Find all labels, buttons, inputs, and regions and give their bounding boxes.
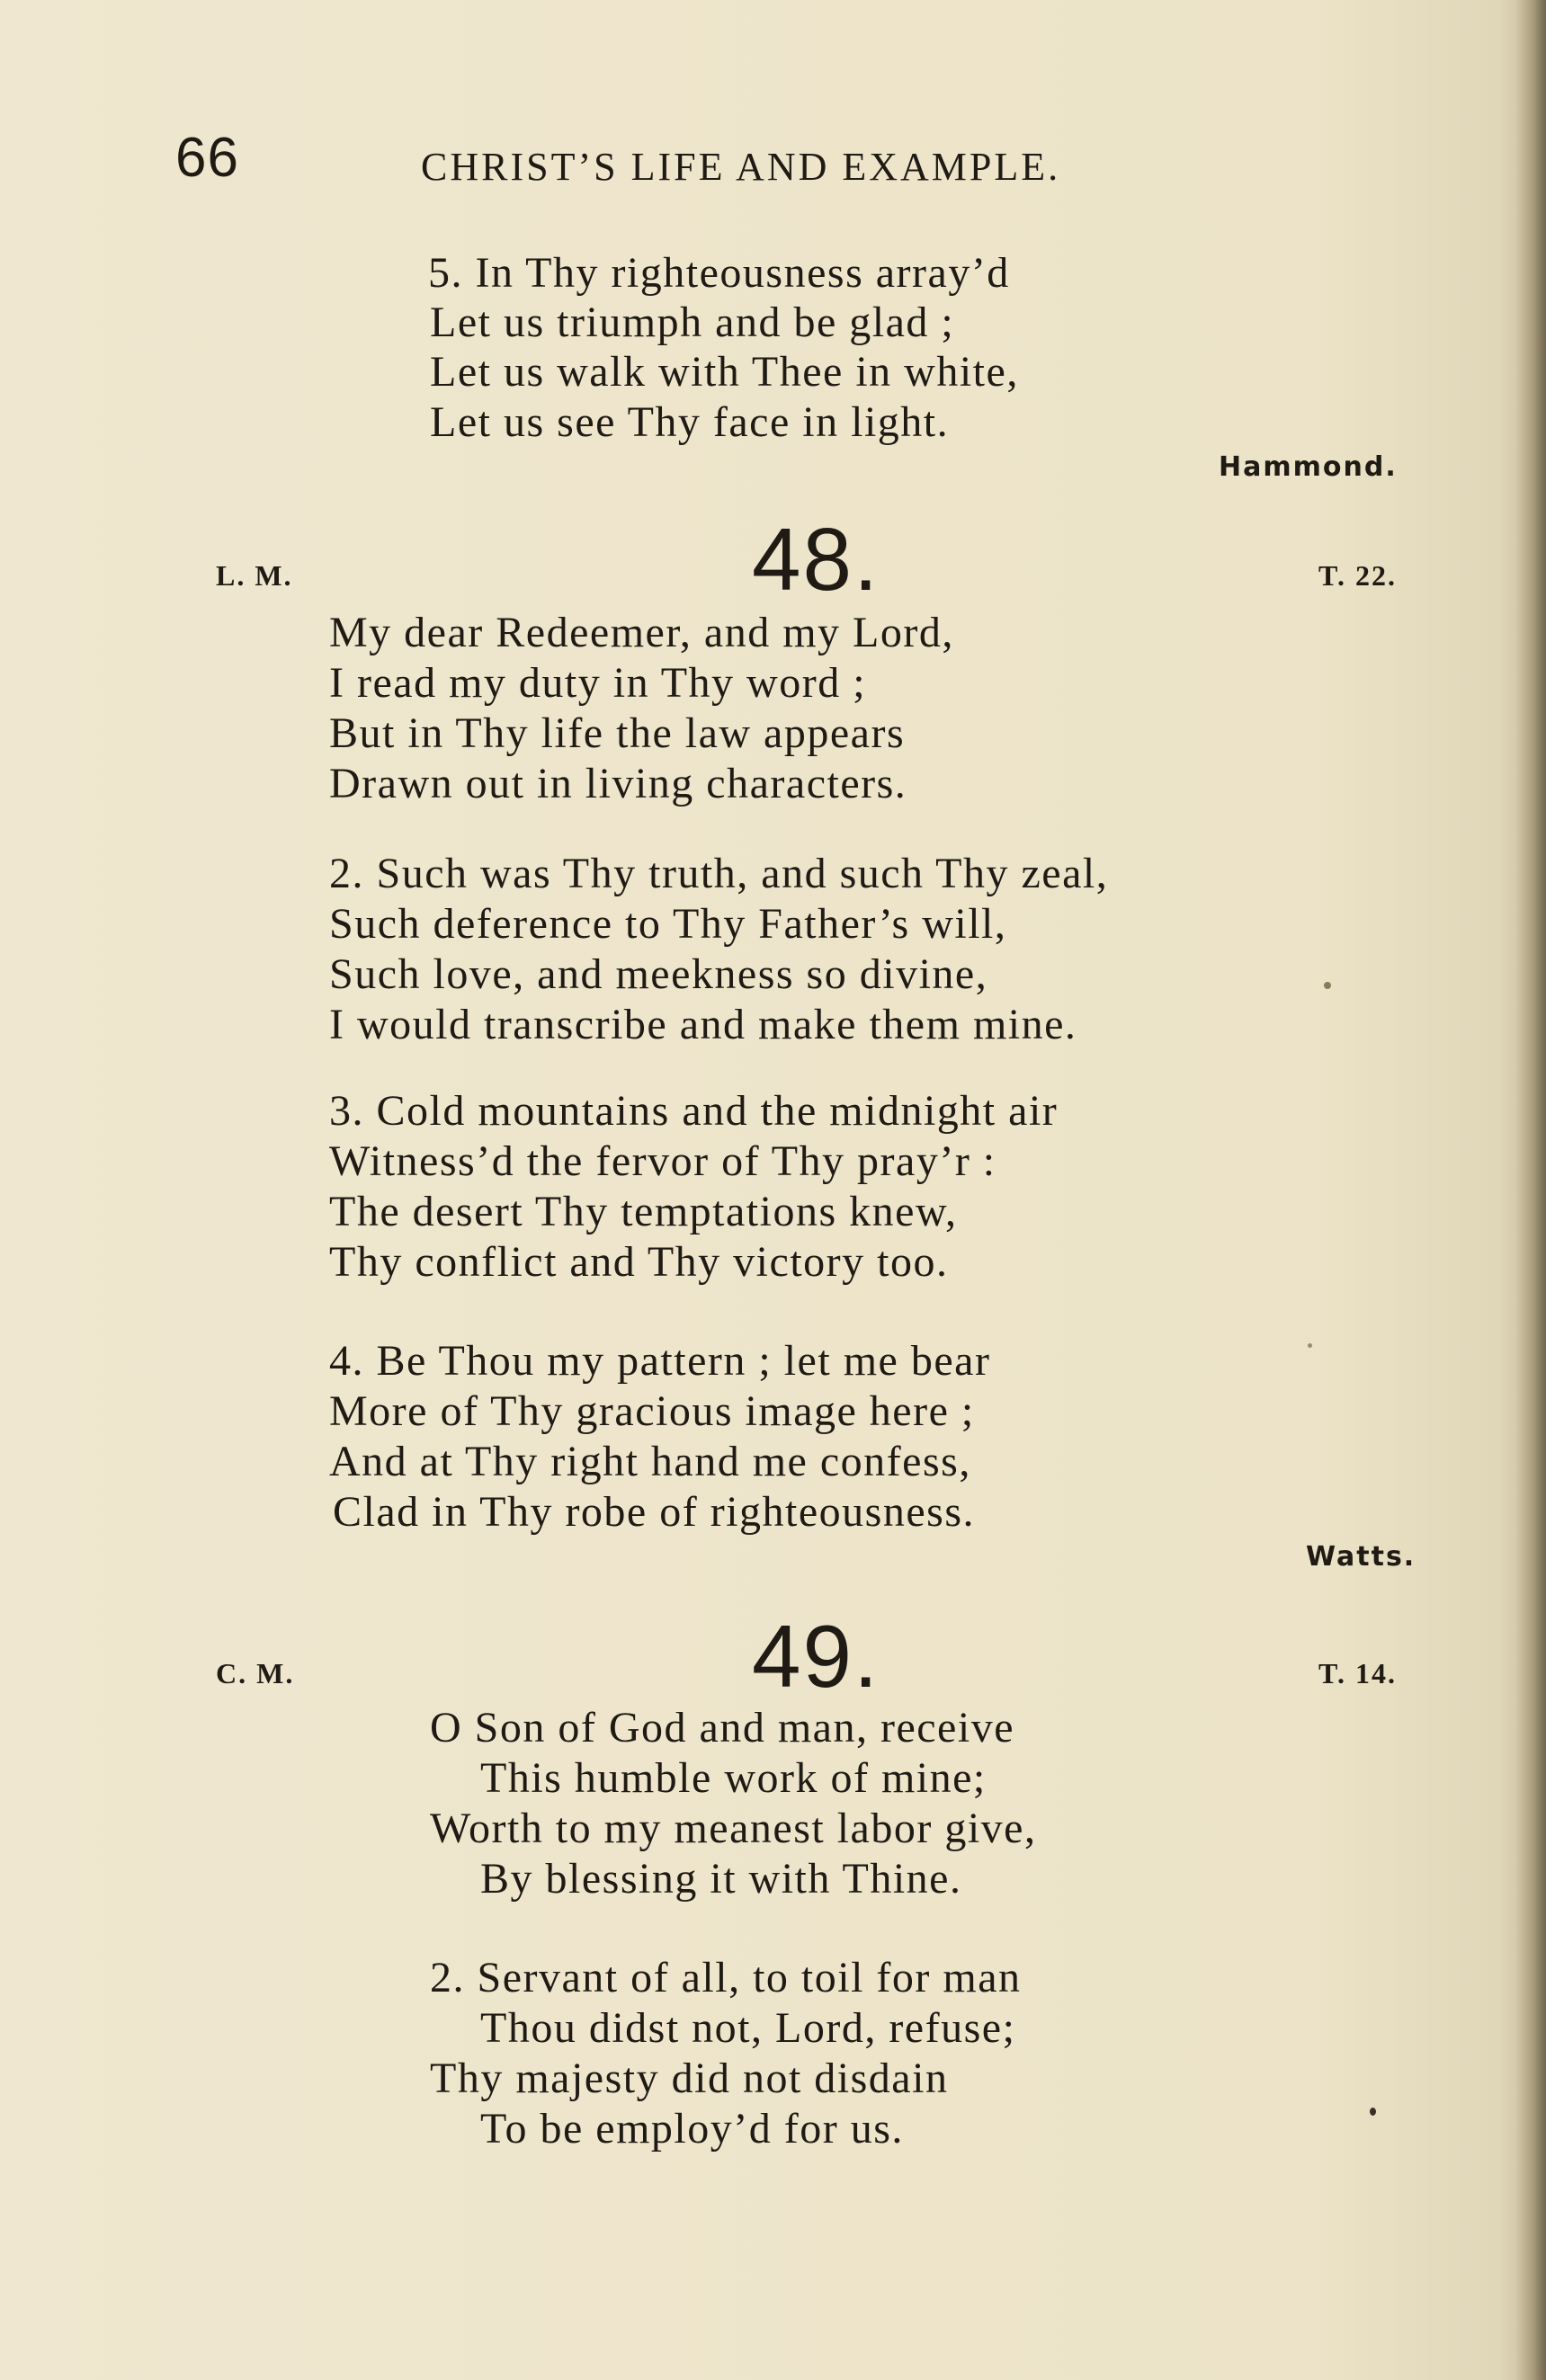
verse-line: Worth to my meanest labor give,	[430, 1805, 1037, 1852]
tune-label: T. 14.	[1318, 1657, 1397, 1689]
running-head: CHRIST’S LIFE AND EXAMPLE.	[421, 145, 1061, 189]
ink-speck	[1324, 982, 1331, 989]
verse-line: By blessing it with Thine.	[480, 1855, 962, 1903]
verse-line: 4. Be Thou my pattern ; let me bear	[329, 1337, 991, 1385]
verse-line: 2. Servant of all, to toil for man	[430, 1954, 1022, 2001]
verse-line: And at Thy right hand me confess,	[329, 1438, 971, 1485]
verse-line: Thy conflict and Thy victory too.	[329, 1238, 949, 1286]
meter-label: C. M.	[216, 1657, 295, 1689]
verse-line: This humble work of mine;	[480, 1754, 987, 1802]
verse-line: 2. Such was Thy truth, and such Thy zeal,	[329, 850, 1109, 897]
verse-line: Thy majesty did not disdain	[430, 2055, 949, 2102]
page-gutter-edge	[1514, 0, 1546, 2380]
tune-label: T. 22.	[1318, 559, 1397, 592]
meter-label: L. M.	[216, 559, 293, 592]
verse-line: 5. In Thy righteousness array’d	[428, 249, 1010, 297]
verse-line: Clad in Thy robe of righteousness.	[333, 1488, 976, 1536]
author-attribution: Hammond.	[1219, 451, 1398, 483]
verse-line: O Son of God and man, receive	[430, 1704, 1014, 1752]
ink-speck	[1308, 1343, 1312, 1348]
verse-line: Let us triumph and be glad ;	[430, 299, 955, 346]
verse-line: 3. Cold mountains and the midnight air	[329, 1087, 1059, 1135]
verse-line: Drawn out in living characters.	[329, 760, 907, 807]
verse-line: Such love, and meekness so divine,	[329, 950, 988, 998]
ink-speck	[1370, 2108, 1376, 2116]
verse-line: Let us walk with Thee in white,	[430, 348, 1019, 396]
verse-line: But in Thy life the law appears	[329, 709, 906, 757]
verse-line: Witness’d the fervor of Thy pray’r :	[329, 1137, 996, 1185]
page-number: 66	[175, 127, 239, 189]
verse-line: I read my duty in Thy word ;	[329, 659, 867, 707]
verse-line: My dear Redeemer, and my Lord,	[329, 609, 954, 656]
hymn-number: 49.	[752, 1607, 880, 1706]
verse-line: More of Thy gracious image here ;	[329, 1387, 975, 1435]
verse-line: To be employ’d for us.	[480, 2105, 904, 2153]
verse-line: The desert Thy temptations knew,	[329, 1188, 958, 1235]
verse-line: Thou didst not, Lord, refuse;	[480, 2004, 1016, 2052]
verse-line: I would transcribe and make them mine.	[329, 1001, 1077, 1048]
hymn-number: 48.	[752, 510, 880, 609]
verse-line: Such deference to Thy Father’s will,	[329, 900, 1007, 948]
verse-line: Let us see Thy face in light.	[430, 398, 950, 446]
author-attribution: Watts.	[1306, 1541, 1416, 1573]
